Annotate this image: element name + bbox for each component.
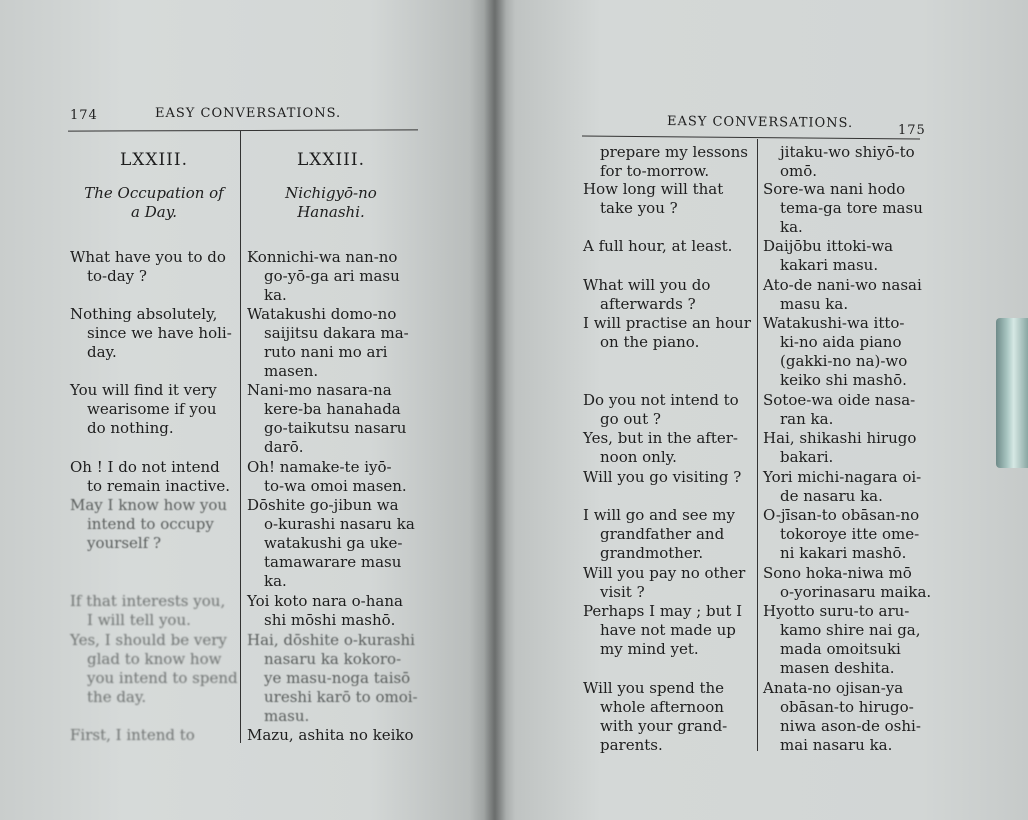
japanese-entry: Hyotto suru-to aru- kamo shire nai ga, mada omoitsuki masen deshita. [763, 602, 921, 677]
japanese-entry: Watakushi-wa itto- ki-no aida piano (gakki-no na)-wo keiko shi mashō. [763, 314, 908, 389]
japanese-entry: Hai, dōshite o-kurashi nasaru ka kokoro- ye masu-noga taisō ureshi karō to omoi- masu. [247, 631, 418, 725]
japanese-entry: Yori michi-nagara oi- de nasaru ka. [763, 468, 922, 505]
english-entry: A full hour, at least. [583, 237, 733, 255]
japanese-entry: Dōshite go-jibun wa o-kurashi nasaru ka watakushi ga uke- tamawarare masu ka. [247, 496, 415, 590]
english-entry: Oh ! I do not intend to remain inactive. [70, 458, 231, 495]
english-entry: What will you do afterwards ? [583, 276, 711, 313]
english-entry: Do you not intend to go out ? [583, 391, 739, 428]
english-entry: Perhaps I may ; but I have not made up my mind yet. [583, 602, 743, 658]
japanese-entry: Nani-mo nasara-na kere-ba hanahada go-taikutsu nasaru darō. [247, 381, 407, 456]
english-entry: Will you go visiting ? [583, 468, 742, 486]
japanese-entry: Hai, shikashi hirugo bakari. [763, 429, 917, 466]
japanese-entry: Oh! namake-te iyō- to-wa omoi masen. [247, 458, 407, 495]
english-entry: Will you pay no other visit ? [583, 564, 746, 601]
japanese-entry: Daijōbu ittoki-wa kakari masu. [763, 237, 894, 274]
english-entry: May I know how you intend to occupy yourself ? [70, 496, 228, 552]
right-column-divider [757, 139, 758, 751]
lesson-title-japanese: Nichigyō-no Hanashi. [285, 184, 377, 221]
english-entry: If that interests you, I will tell you. [70, 592, 226, 629]
japanese-entry: Sore-wa nani hodo tema-ga tore masu ka. [763, 180, 923, 236]
english-entry: How long will that take you ? [583, 180, 724, 217]
english-entry: First, I intend to [70, 726, 195, 744]
english-entry: Yes, I should be very glad to know how you intend to spend the day. [70, 631, 238, 706]
left-running-head: EASY CONVERSATIONS. [155, 106, 342, 121]
page-clip [996, 318, 1028, 468]
japanese-entry: Watakushi domo-no saijitsu dakara ma- ruto nani mo ari masen. [247, 305, 409, 380]
english-entry: Nothing absolutely, since we have holi- day. [70, 305, 232, 361]
english-entry: Yes, but in the after- noon only. [583, 429, 738, 466]
japanese-entry: Sono hoka-niwa mō o-yorinasaru maika. [763, 564, 932, 601]
lesson-number-japanese: LXXIII. [296, 150, 366, 170]
english-entry: prepare my lessons for to-morrow. [600, 143, 748, 180]
english-entry: What have you to do to-day ? [70, 248, 226, 285]
japanese-entry: Ato-de nani-wo nasai masu ka. [763, 276, 922, 313]
left-page-number: 174 [70, 108, 98, 123]
right-page-number: 175 [898, 123, 926, 138]
book-gutter [484, 0, 506, 820]
japanese-entry: Mazu, ashita no keiko [247, 726, 414, 744]
japanese-entry: Yoi koto nara o-hana shi mōshi mashō. [247, 592, 403, 629]
lesson-number-english: LXXIII. [119, 150, 189, 170]
english-entry: Will you spend the whole afternoon with your grand- parents. [583, 679, 728, 754]
left-japanese-heading [246, 150, 416, 222]
japanese-entry: Anata-no ojisan-ya obāsan-to hirugo- niwa ason-de oshi- mai nasaru ka. [763, 679, 921, 754]
japanese-entry: jitaku-wo shiyō-to omō. [780, 143, 915, 180]
japanese-entry: Konnichi-wa nan-no go-yō-ga ari masu ka. [247, 248, 400, 304]
right-running-head: EASY CONVERSATIONS. [666, 114, 854, 131]
english-entry: You will find it very wearisome if you do nothing. [70, 381, 217, 437]
left-column-divider [240, 131, 241, 743]
japanese-entry: Sotoe-wa oide nasa- ran ka. [763, 391, 916, 428]
japanese-entry: O-jīsan-to obāsan-no tokoroye itte ome- ni kakari mashō. [763, 506, 920, 562]
english-entry: I will go and see my grandfather and grandmother. [583, 506, 735, 562]
english-entry: I will practise an hour on the piano. [583, 314, 751, 351]
left-english-heading [70, 150, 238, 222]
lesson-title-english: The Occupation of a Day. [84, 184, 224, 221]
